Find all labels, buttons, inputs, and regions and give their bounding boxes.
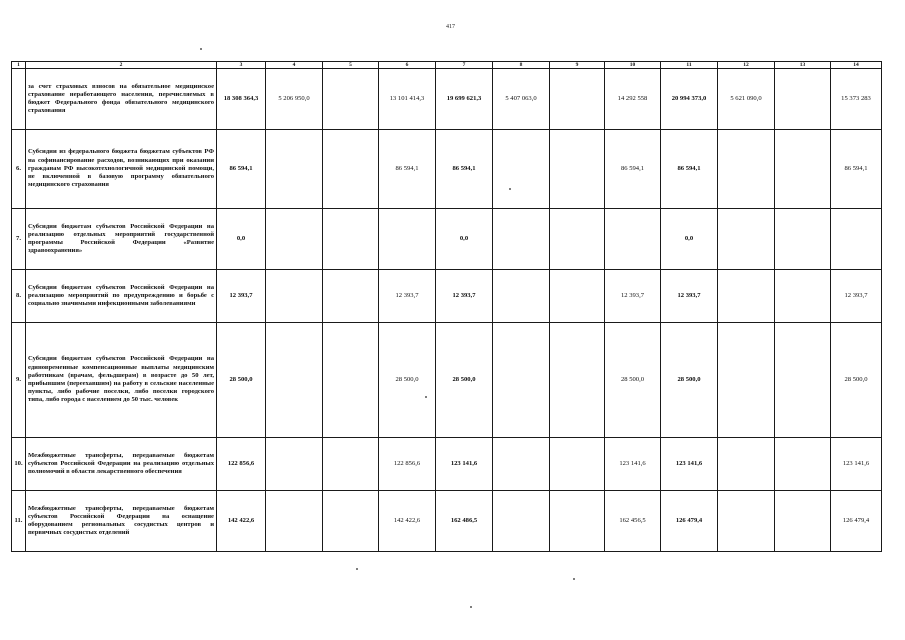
cell-col12 xyxy=(718,438,775,491)
cell-col11: 12 393,7 xyxy=(661,270,718,323)
cell-col7: 0,0 xyxy=(436,209,493,270)
col-header: 14 xyxy=(831,62,882,69)
cell-col7: 123 141,6 xyxy=(436,438,493,491)
cell-col6: 122 856,6 xyxy=(379,438,436,491)
cell-col13 xyxy=(775,323,831,438)
cell-col9 xyxy=(550,270,605,323)
cell-col3: 142 422,6 xyxy=(217,491,266,552)
cell-col9 xyxy=(550,69,605,130)
cell-col11: 20 994 373,0 xyxy=(661,69,718,130)
col-header: 2 xyxy=(26,62,217,69)
cell-col10: 12 393,7 xyxy=(605,270,661,323)
cell-col6: 86 594,1 xyxy=(379,130,436,209)
budget-table xyxy=(11,61,882,552)
row-number: 9. xyxy=(12,323,26,438)
cell-col11: 0,0 xyxy=(661,209,718,270)
row-number: 10. xyxy=(12,438,26,491)
cell-col6: 142 422,6 xyxy=(379,491,436,552)
col-header: 12 xyxy=(718,62,775,69)
scan-speck xyxy=(425,396,427,398)
cell-col3: 0,0 xyxy=(217,209,266,270)
cell-col4 xyxy=(266,270,323,323)
cell-col3: 12 393,7 xyxy=(217,270,266,323)
cell-col9 xyxy=(550,438,605,491)
cell-col11: 86 594,1 xyxy=(661,130,718,209)
cell-col14: 86 594,1 xyxy=(831,130,882,209)
col-header: 4 xyxy=(266,62,323,69)
cell-col14: 123 141,6 xyxy=(831,438,882,491)
cell-col12 xyxy=(718,270,775,323)
cell-col6 xyxy=(379,209,436,270)
cell-col4 xyxy=(266,209,323,270)
table-row xyxy=(12,438,882,491)
cell-col8 xyxy=(493,130,550,209)
cell-col11: 126 479,4 xyxy=(661,491,718,552)
cell-col14: 15 373 283 xyxy=(831,69,882,130)
cell-col10: 28 500,0 xyxy=(605,323,661,438)
cell-col12: 5 621 090,0 xyxy=(718,69,775,130)
cell-col3: 18 308 364,3 xyxy=(217,69,266,130)
cell-col6: 13 101 414,3 xyxy=(379,69,436,130)
cell-col12 xyxy=(718,491,775,552)
row-description: Субсидии из федерального бюджета бюджетам субъектов РФ на софинансирование расходов, возникающих при оказании гражданам РФ высокотехнологичной медицинской помощи, не включенной в базовую программу обязательного медицинского страхования xyxy=(26,130,217,209)
cell-col4 xyxy=(266,130,323,209)
cell-col5 xyxy=(323,491,379,552)
cell-col7: 28 500,0 xyxy=(436,323,493,438)
row-number: 7. xyxy=(12,209,26,270)
cell-col7: 162 486,5 xyxy=(436,491,493,552)
cell-col12 xyxy=(718,130,775,209)
table-row xyxy=(12,323,882,438)
col-header: 6 xyxy=(379,62,436,69)
cell-col10: 123 141,6 xyxy=(605,438,661,491)
cell-col8 xyxy=(493,323,550,438)
scan-speck xyxy=(356,568,358,570)
cell-col9 xyxy=(550,209,605,270)
col-header: 7 xyxy=(436,62,493,69)
cell-col7: 86 594,1 xyxy=(436,130,493,209)
cell-col11: 28 500,0 xyxy=(661,323,718,438)
row-number xyxy=(12,69,26,130)
cell-col5 xyxy=(323,438,379,491)
cell-col5 xyxy=(323,270,379,323)
col-header: 8 xyxy=(493,62,550,69)
scan-speck xyxy=(200,48,202,50)
row-description: Межбюджетные трансферты, передаваемые бюджетам субъектов Российской Федерации на оснащение оборудованием региональных сосудистых центров и первичных сосудистых отделений xyxy=(26,491,217,552)
row-description: Субсидии бюджетам субъектов Российской Федерации на реализацию отдельных мероприятий государственной программы Российской Федерации «Развитие здравоохранения» xyxy=(26,209,217,270)
cell-col14 xyxy=(831,209,882,270)
column-number-row xyxy=(12,62,882,69)
row-number: 6. xyxy=(12,130,26,209)
cell-col10: 86 594,1 xyxy=(605,130,661,209)
scan-speck xyxy=(470,606,472,608)
cell-col14: 28 500,0 xyxy=(831,323,882,438)
cell-col5 xyxy=(323,130,379,209)
cell-col13 xyxy=(775,491,831,552)
cell-col11: 123 141,6 xyxy=(661,438,718,491)
cell-col10: 162 456,5 xyxy=(605,491,661,552)
cell-col3: 86 594,1 xyxy=(217,130,266,209)
cell-col14: 12 393,7 xyxy=(831,270,882,323)
cell-col5 xyxy=(323,69,379,130)
cell-col5 xyxy=(323,209,379,270)
cell-col4 xyxy=(266,491,323,552)
cell-col3: 122 856,6 xyxy=(217,438,266,491)
cell-col3: 28 500,0 xyxy=(217,323,266,438)
cell-col8 xyxy=(493,270,550,323)
cell-col10: 14 292 558 xyxy=(605,69,661,130)
col-header: 11 xyxy=(661,62,718,69)
cell-col8 xyxy=(493,438,550,491)
cell-col9 xyxy=(550,491,605,552)
table-row xyxy=(12,69,882,130)
cell-col5 xyxy=(323,323,379,438)
col-header: 1 xyxy=(12,62,26,69)
table-row xyxy=(12,270,882,323)
cell-col13 xyxy=(775,130,831,209)
cell-col8 xyxy=(493,491,550,552)
cell-col10 xyxy=(605,209,661,270)
table-row xyxy=(12,130,882,209)
col-header: 13 xyxy=(775,62,831,69)
cell-col12 xyxy=(718,209,775,270)
scan-speck xyxy=(509,188,511,190)
table-row xyxy=(12,491,882,552)
cell-col9 xyxy=(550,323,605,438)
cell-col13 xyxy=(775,438,831,491)
cell-col7: 19 699 621,3 xyxy=(436,69,493,130)
cell-col13 xyxy=(775,209,831,270)
cell-col14: 126 479,4 xyxy=(831,491,882,552)
cell-col9 xyxy=(550,130,605,209)
row-number: 11. xyxy=(12,491,26,552)
col-header: 9 xyxy=(550,62,605,69)
cell-col6: 12 393,7 xyxy=(379,270,436,323)
page-number: 417 xyxy=(446,24,455,30)
cell-col13 xyxy=(775,69,831,130)
row-description: Субсидии бюджетам субъектов Российской Федерации на реализацию мероприятий по предупреждению и борьбе с социально значимыми инфекционными заболеваниями xyxy=(26,270,217,323)
col-header: 5 xyxy=(323,62,379,69)
cell-col8: 5 407 063,0 xyxy=(493,69,550,130)
cell-col4 xyxy=(266,323,323,438)
row-description: за счет страховых взносов на обязательное медицинское страхование неработающего населения, перечисляемых в бюджет Федерального фонда обязательного медицинского страхования xyxy=(26,69,217,130)
cell-col8 xyxy=(493,209,550,270)
row-description: Субсидии бюджетам субъектов Российской Федерации на единовременные компенсационные выплаты медицинским работникам (врачам, фельдшерам) в возрасте до 50 лет, прибывшим (переехавшим) на работу в сельские населенные пункты, либо рабочие поселки, либо поселки городского типа, либо города с населением до 50 тыс. человек xyxy=(26,323,217,438)
cell-col4 xyxy=(266,438,323,491)
row-number: 8. xyxy=(12,270,26,323)
row-description: Межбюджетные трансферты, передаваемые бюджетам субъектов Российской Федерации на реализацию отдельных полномочий в области лекарственного обеспечения xyxy=(26,438,217,491)
cell-col12 xyxy=(718,323,775,438)
col-header: 3 xyxy=(217,62,266,69)
cell-col13 xyxy=(775,270,831,323)
cell-col7: 12 393,7 xyxy=(436,270,493,323)
table-row xyxy=(12,209,882,270)
col-header: 10 xyxy=(605,62,661,69)
cell-col4: 5 206 950,0 xyxy=(266,69,323,130)
cell-col6: 28 500,0 xyxy=(379,323,436,438)
scan-speck xyxy=(573,578,575,580)
